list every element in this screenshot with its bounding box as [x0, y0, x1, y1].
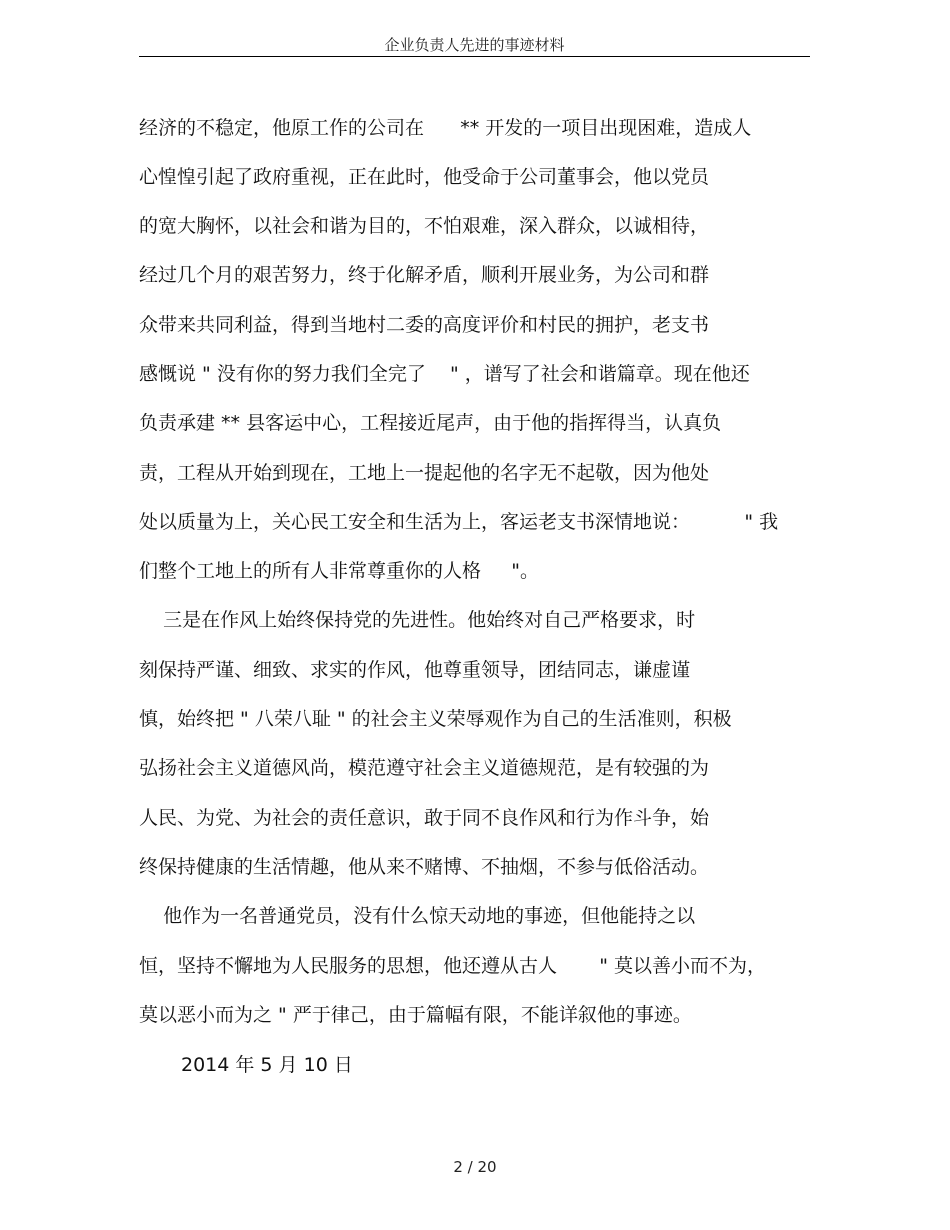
page-number: 2 / 20	[453, 1158, 497, 1176]
body-line: 人民、为党、为社会的责任意识，敢于同不良作风和行为作斗争，始	[139, 807, 710, 829]
body-line: 莫以恶小而为之 " 严于律己，由于篇幅有限，不能详叙他的事迹。	[139, 1004, 692, 1026]
document-date: 2014 年 5 月 10 日	[181, 1054, 353, 1076]
header-divider	[139, 56, 810, 57]
body-line: 的宽大胸怀，以社会和谐为目的，不怕艰难，深入群众，以诚相待，	[139, 215, 710, 237]
body-line: 刻保持严谨、细致、求实的作风，他尊重领导，团结同志，谦虚谨	[139, 659, 691, 681]
page-header-title: 企业负责人先进的事迹材料	[384, 36, 565, 54]
body-line: 众带来共同利益，得到当地村二委的高度评价和村民的拥护，老支书	[139, 314, 710, 336]
body-line: 弘扬社会主义道德风尚，模范遵守社会主义道德规范，是有较强的为	[139, 757, 710, 779]
body-line: 负责承建 ** 县客运中心，工程接近尾声，由于他的指挥得当，认真负	[139, 412, 722, 434]
body-line: 经过几个月的艰苦努力，终于化解矛盾，顺利开展业务，为公司和群	[139, 264, 710, 286]
body-line: 终保持健康的生活情趣，他从来不赌博、不抽烟，不参与低俗活动。	[139, 856, 710, 878]
body-line: 心惶惶引起了政府重视，正在此时，他受命于公司董事会，他以党员	[139, 166, 710, 188]
body-line: 处以质量为上，关心民工安全和生活为上，客运老支书深情地说： " 我	[139, 511, 779, 533]
body-line: 三是在作风上始终保持党的先进性。他始终对自己严格要求，时	[139, 609, 696, 631]
body-line: 恒，坚持不懈地为人民服务的思想，他还遵从古人 " 莫以善小而不为，	[139, 955, 767, 977]
body-line: 他作为一名普通党员，没有什么惊天动地的事迹，但他能持之以	[139, 905, 696, 927]
body-line: 经济的不稳定，他原工作的公司在 ** 开发的一项目出现困难，造成人	[139, 117, 752, 139]
body-line: 责，工程从开始到现在，工地上一提起他的名字无不起敬，因为他处	[139, 462, 710, 484]
body-line: 们整个工地上的所有人非常尊重你的人格 "。	[139, 560, 539, 582]
body-line: 感慨说 " 没有你的努力我们全完了 " ，谱写了社会和谐篇章。现在他还	[139, 363, 750, 385]
body-line: 慎，始终把 " 八荣八耻 " 的社会主义荣辱观作为自己的生活准则，积极	[139, 708, 732, 730]
